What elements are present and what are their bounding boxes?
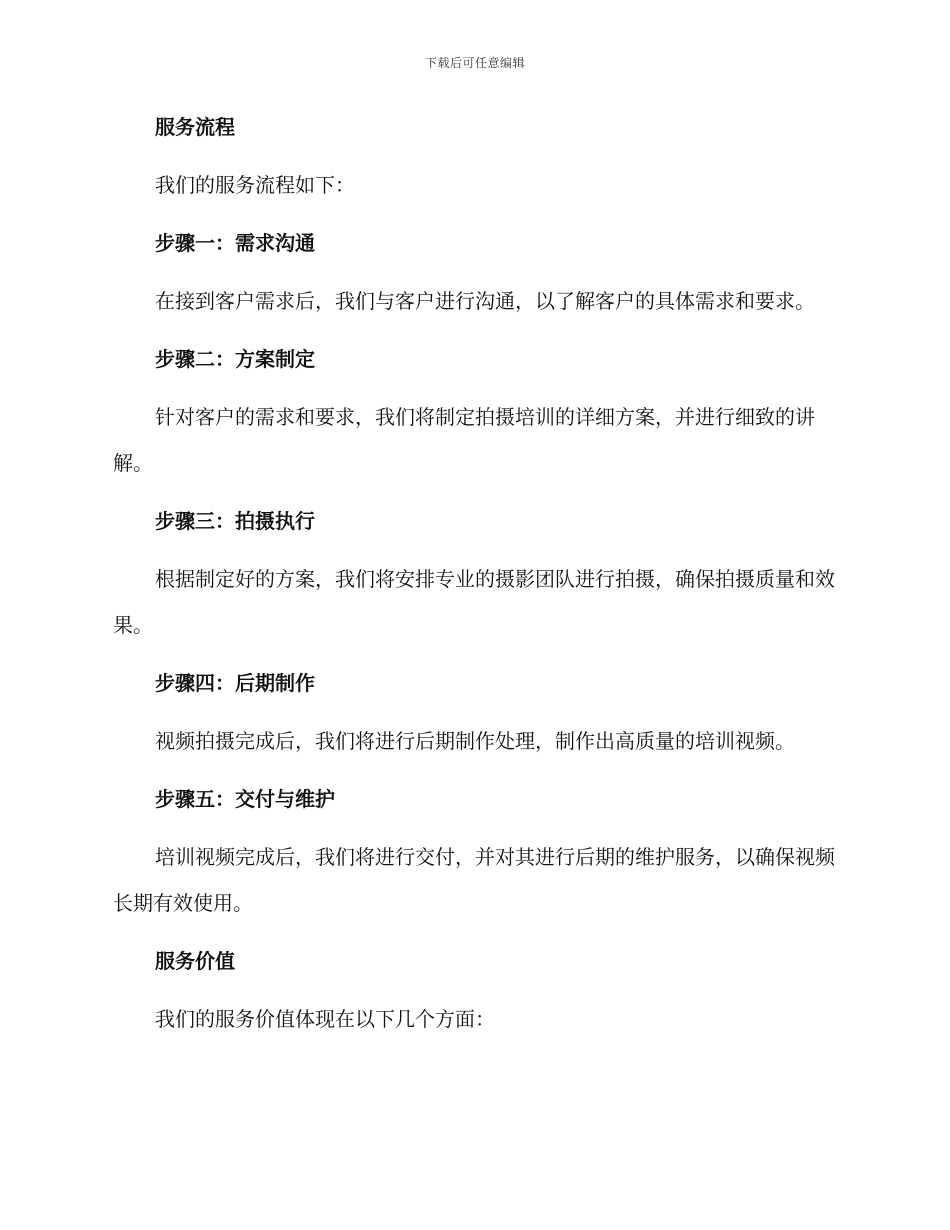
section-heading-value: 服务价值 bbox=[155, 949, 235, 973]
step3-heading: 步骤三：拍摄执行 bbox=[155, 509, 315, 533]
step4-heading: 步骤四：后期制作 bbox=[155, 671, 315, 695]
step2-heading: 步骤二：方案制定 bbox=[155, 347, 315, 371]
step5-paragraph: 培训视频完成后，我们将进行交付，并对其进行后期的维护服务，以确保视频长期有效使用。 bbox=[113, 845, 835, 915]
step3-paragraph: 根据制定好的方案，我们将安排专业的摄影团队进行拍摄，确保拍摄质量和效果。 bbox=[113, 567, 835, 637]
paragraph-value-intro: 我们的服务价值体现在以下几个方面： bbox=[155, 1007, 495, 1031]
step1-paragraph: 在接到客户需求后，我们与客户进行沟通，以了解客户的具体需求和要求。 bbox=[155, 289, 815, 313]
paragraph-process-intro: 我们的服务流程如下： bbox=[155, 173, 355, 197]
section-heading-process: 服务流程 bbox=[155, 115, 235, 139]
step5-heading: 步骤五：交付与维护 bbox=[155, 787, 335, 811]
step2-paragraph: 针对客户的需求和要求，我们将制定拍摄培训的详细方案，并进行细致的讲解。 bbox=[113, 405, 815, 475]
page-header: 下载后可任意编辑 bbox=[424, 56, 525, 70]
step4-paragraph: 视频拍摄完成后，我们将进行后期制作处理，制作出高质量的培训视频。 bbox=[155, 729, 795, 753]
document-body bbox=[113, 111, 835, 1035]
step1-heading: 步骤一：需求沟通 bbox=[155, 231, 315, 255]
